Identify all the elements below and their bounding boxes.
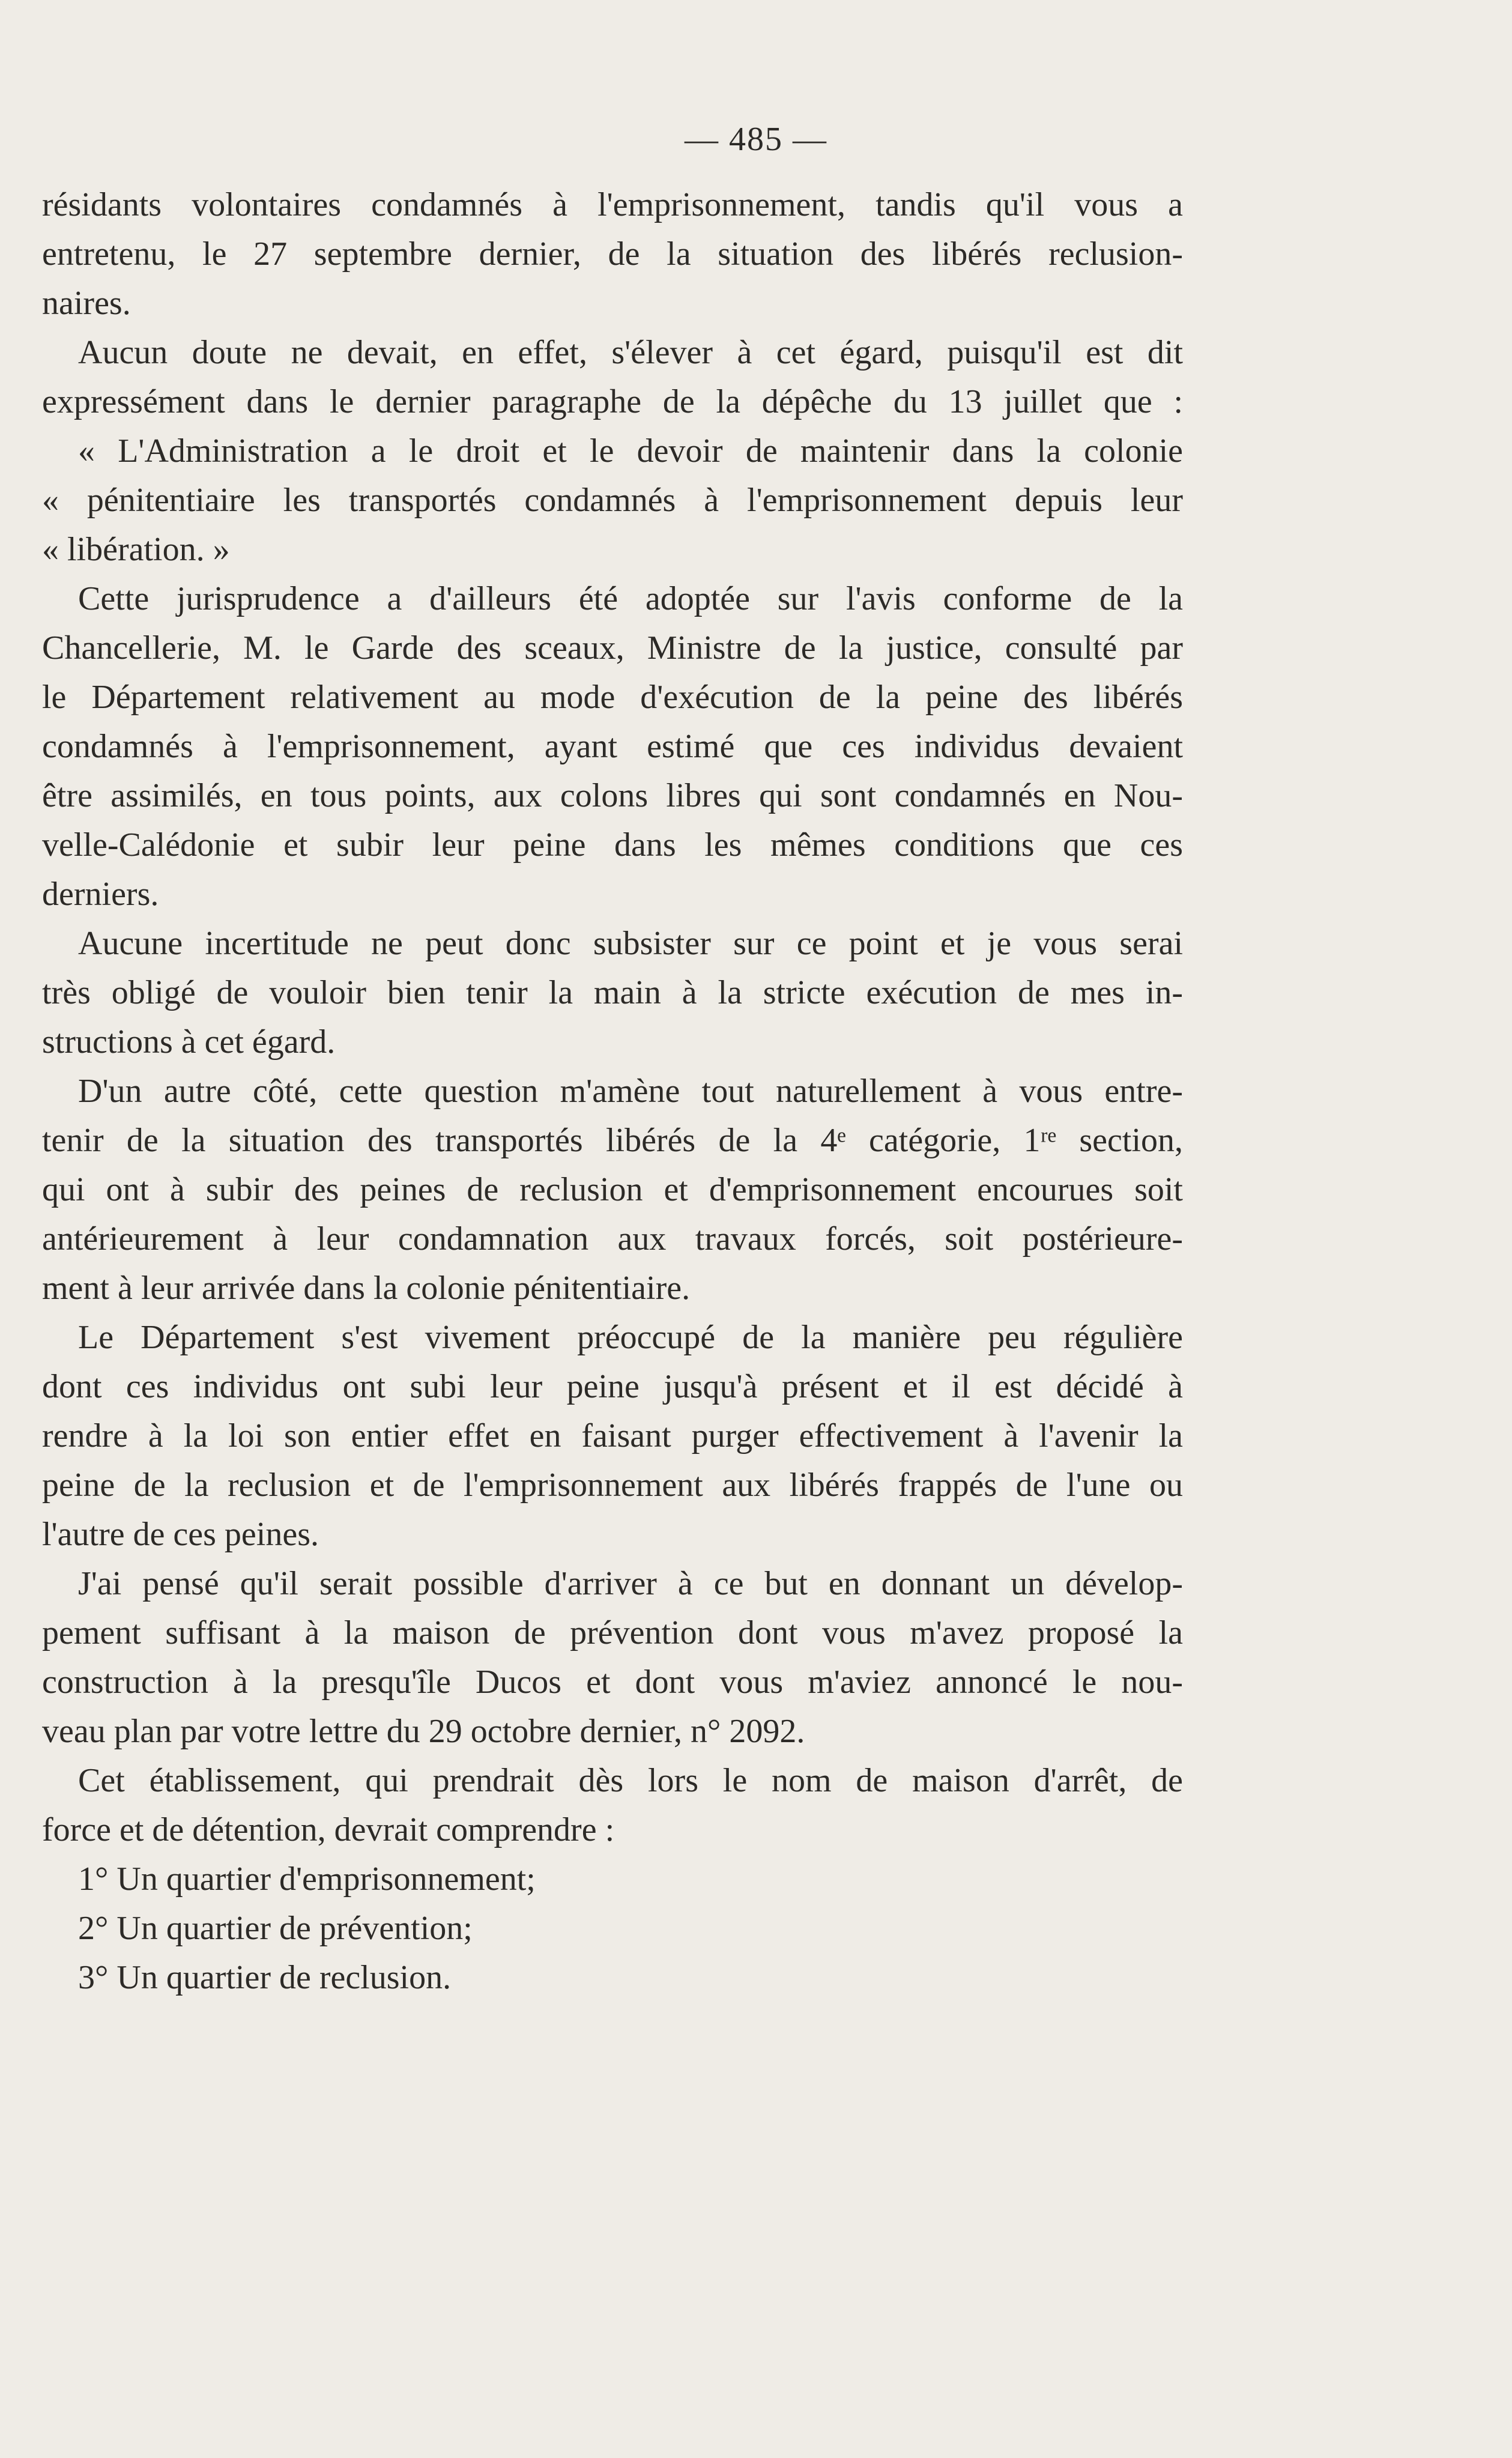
text-line: rendre à la loi son entier effet en faisant purger effectivement à l'avenir la (42, 1417, 1183, 1455)
text-line: Chancellerie, M. le Garde des sceaux, Ministre de la justice, consulté par (42, 629, 1183, 667)
text-line: Aucune incertitude ne peut donc subsister sur ce point et je vous serai (78, 925, 1183, 962)
text-line: « L'Administration a le droit et le devoir de maintenir dans la colonie (78, 432, 1183, 470)
text-line: l'autre de ces peines. (42, 1516, 319, 1553)
text-line: Cette jurisprudence a d'ailleurs été adoptée sur l'avis conforme de la (78, 580, 1183, 617)
text-line: 1° Un quartier d'emprisonnement; (78, 1860, 536, 1898)
text-line: Aucun doute ne devait, en effet, s'élever à cet égard, puisqu'il est dit (78, 334, 1183, 371)
text-line: peine de la reclusion et de l'emprisonnement aux libérés frappés de l'une ou (42, 1467, 1183, 1504)
text-line: être assimilés, en tous points, aux colons libres qui sont condamnés en Nou- (42, 777, 1183, 814)
text-line: 3° Un quartier de reclusion. (78, 1959, 452, 1996)
text-line: très obligé de vouloir bien tenir la main à la stricte exécution de mes in- (42, 974, 1183, 1011)
text-line: pement suffisant à la maison de prévention dont vous m'avez proposé la (42, 1614, 1183, 1651)
text-line: entretenu, le 27 septembre dernier, de la situation des libérés reclusion- (42, 235, 1183, 273)
text-line: « pénitentiaire les transportés condamnés à l'emprisonnement depuis leur (42, 482, 1183, 519)
text-line: condamnés à l'emprisonnement, ayant estimé que ces individus devaient (42, 728, 1183, 765)
text-line: antérieurement à leur condamnation aux travaux forcés, soit postérieure- (42, 1220, 1183, 1258)
text-line: J'ai pensé qu'il serait possible d'arriver à ce but en donnant un dévelop- (78, 1565, 1183, 1602)
body-text (42, 180, 1183, 2002)
text-line: velle-Calédonie et subir leur peine dans les mêmes conditions que ces (42, 826, 1183, 864)
text-line: résidants volontaires condamnés à l'emprisonnement, tandis qu'il vous a (42, 186, 1183, 223)
text-line: derniers. (42, 876, 159, 913)
text-line: qui ont à subir des peines de reclusion et d'emprisonnement encourues soit (42, 1171, 1183, 1208)
text-line: Cet établissement, qui prendrait dès lors le nom de maison d'arrêt, de (78, 1762, 1183, 1799)
text-line: naires. (42, 285, 131, 322)
text-line: structions à cet égard. (42, 1023, 336, 1061)
text-line: 2° Un quartier de prévention; (78, 1910, 473, 1947)
page-number: — 485 — (685, 121, 827, 158)
text-line: expressément dans le dernier paragraphe de la dépêche du 13 juillet que : (42, 383, 1183, 420)
text-line: force et de détention, devrait comprendre : (42, 1811, 615, 1848)
text-line: ment à leur arrivée dans la colonie pénitentiaire. (42, 1270, 691, 1307)
text-line: tenir de la situation des transportés libérés de la 4ᵉ catégorie, 1ʳᵉ section, (42, 1122, 1183, 1159)
text-line: veau plan par votre lettre du 29 octobre dernier, n° 2092. (42, 1713, 805, 1750)
text-line: D'un autre côté, cette question m'amène tout naturellement à vous entre- (78, 1073, 1183, 1110)
text-line: dont ces individus ont subi leur peine jusqu'à présent et il est décidé à (42, 1368, 1183, 1405)
text-line: « libération. » (42, 531, 230, 568)
text-line: construction à la presqu'île Ducos et dont vous m'aviez annoncé le nou- (42, 1663, 1183, 1701)
text-line: le Département relativement au mode d'exécution de la peine des libérés (42, 679, 1183, 716)
text-line: Le Département s'est vivement préoccupé de la manière peu régulière (78, 1319, 1183, 1356)
